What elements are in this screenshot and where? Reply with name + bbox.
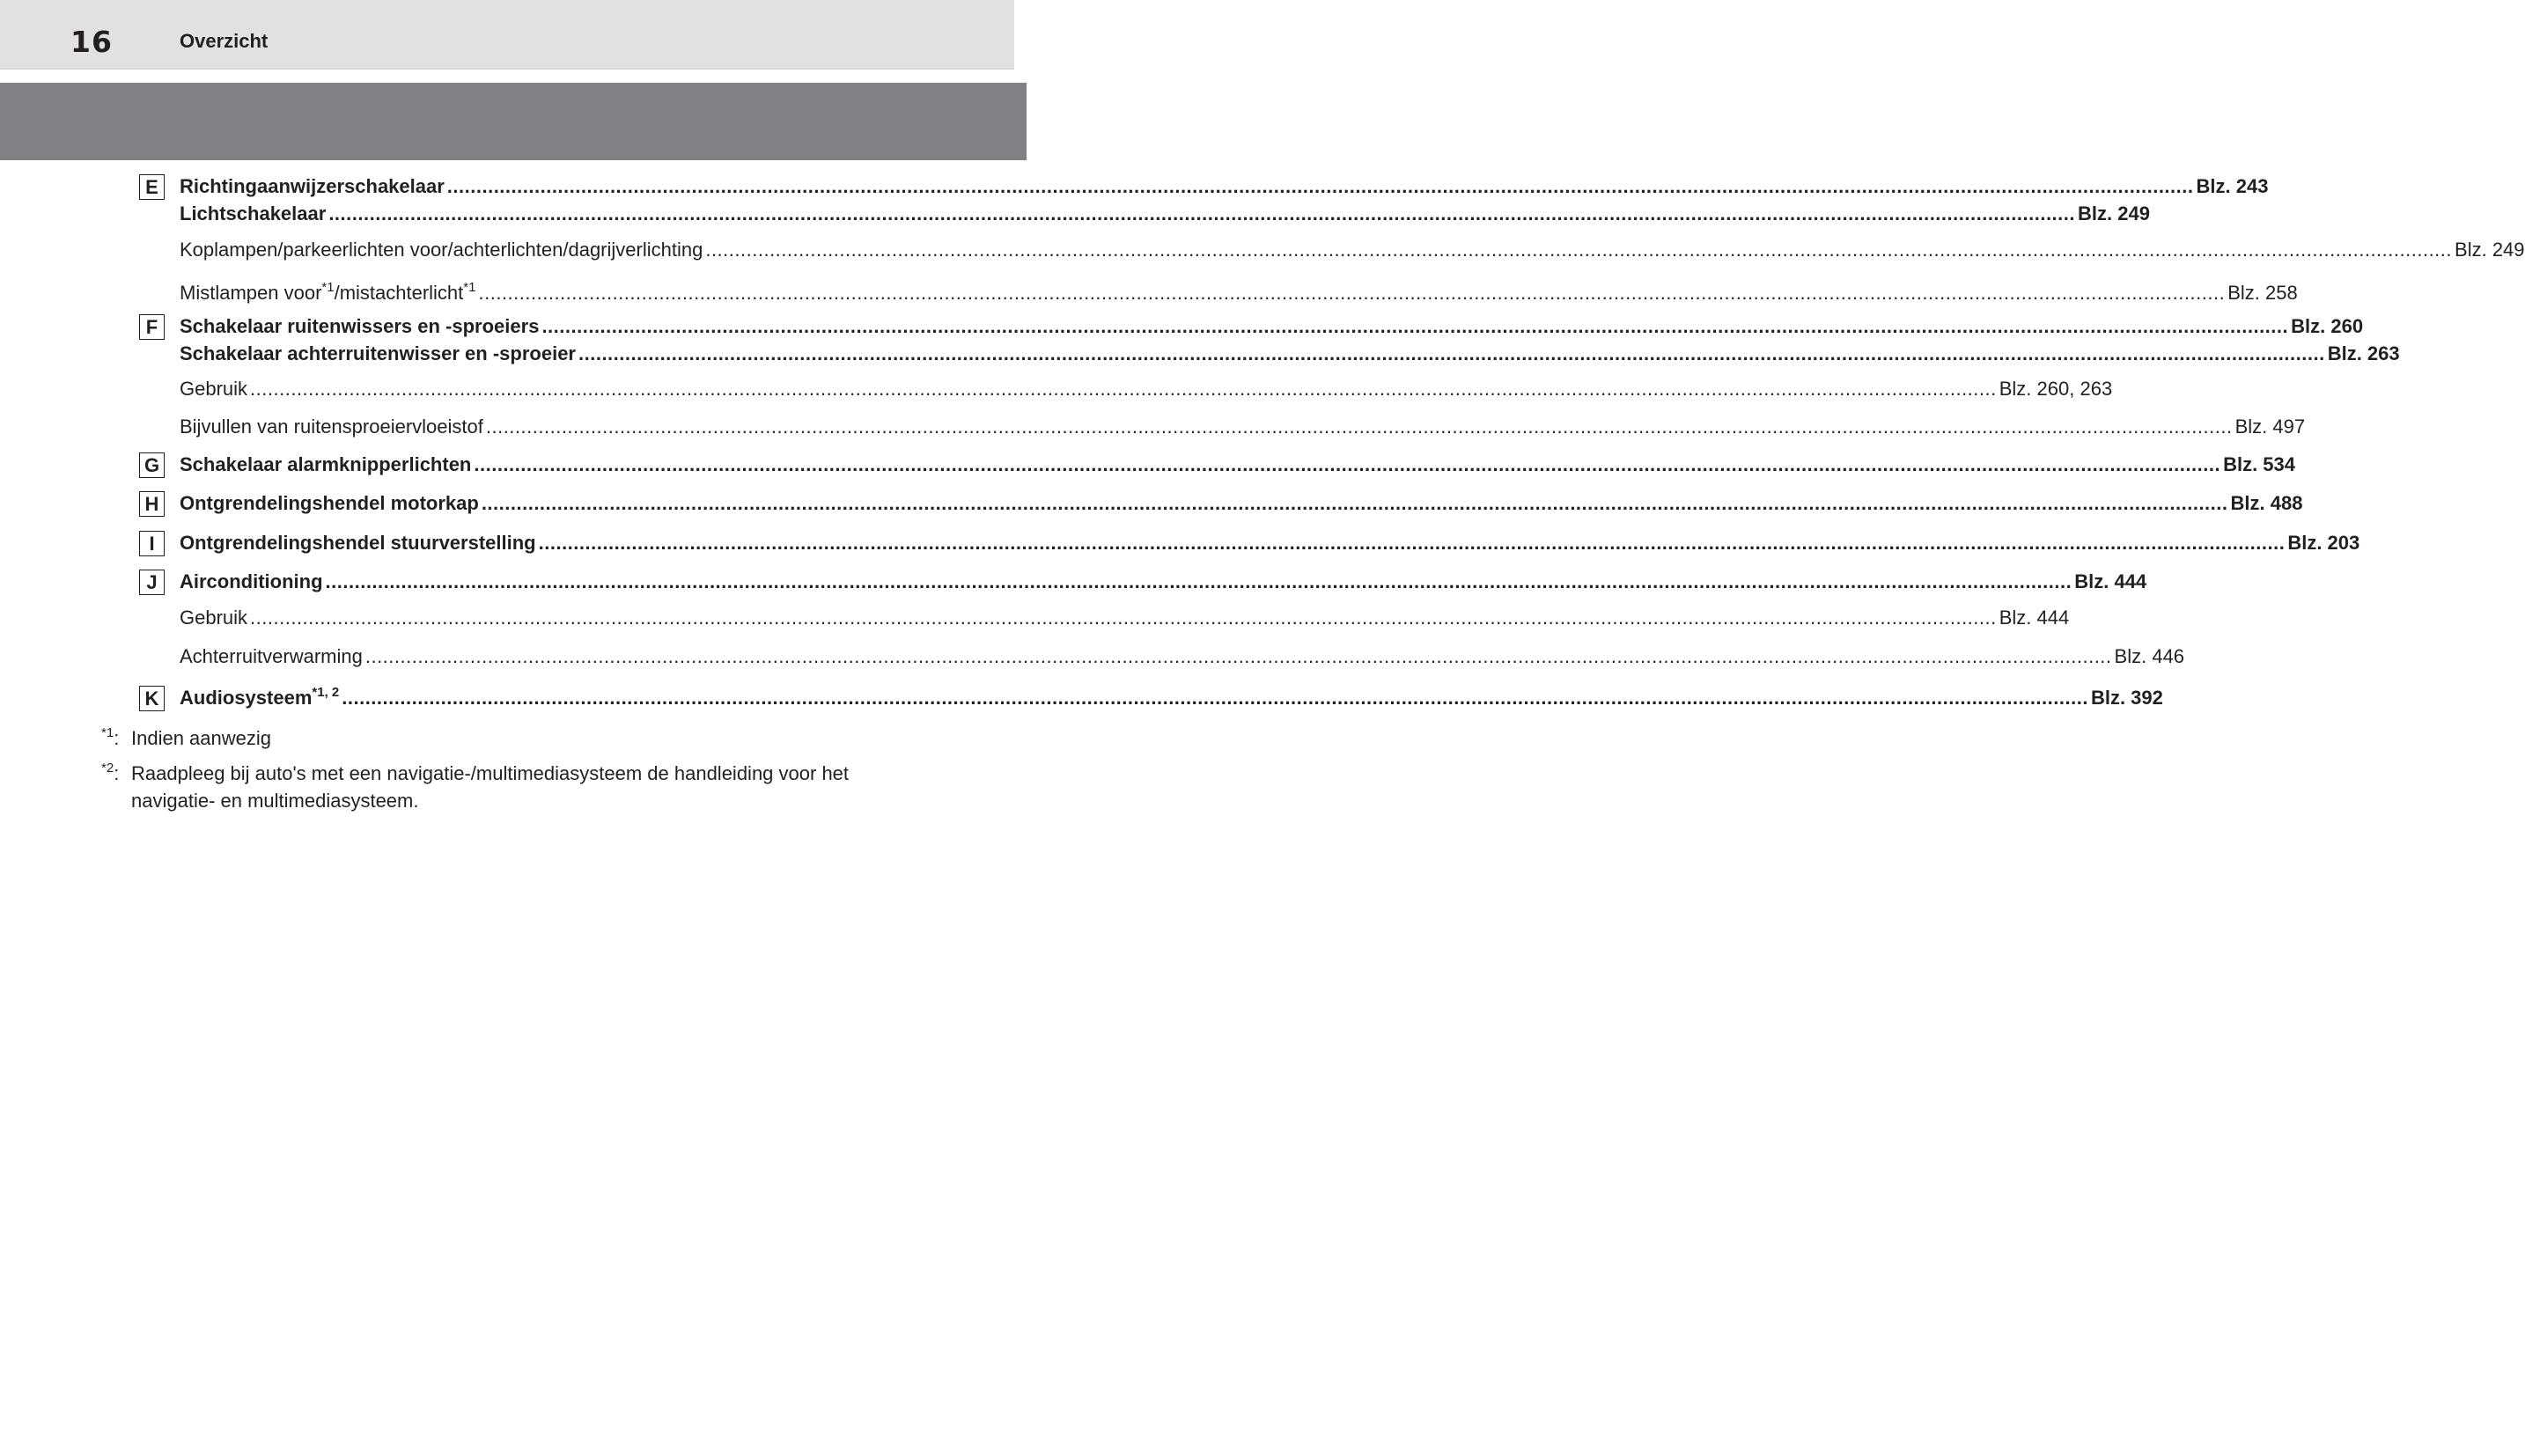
toc-entry [180,491,2303,516]
toc-entry [180,452,2296,477]
section-letter-g: G [139,452,165,478]
dot-leader: ............................................................................................................................................................................................................................................................................................................ [705,239,2453,261]
entry-page: Blz. 497 [2234,415,2306,438]
entry-label: Audiosysteem$^{*1, 2}$ [180,685,340,709]
page-header [0,0,1014,70]
entry-label: Gebruik [180,607,248,629]
dot-leader: ............................................................................................................................................................................................................................................................................................................ [250,607,1997,629]
entry-page: Blz. 249 [2078,202,2150,224]
entry-label: Koplampen/parkeerlichten voor/achterlichten/dagrijverlichting [180,239,703,261]
entry-page: Blz. 260 [2291,315,2364,337]
entry-label: Richtingaanwijzerschakelaar [180,175,445,197]
entry-label: Schakelaar achterruitenwisser en -sproeier [180,342,576,364]
entry-label: Schakelaar alarmknipperlichten [180,453,472,475]
entry-page: Blz. 444 [2074,570,2147,592]
entry-page: Blz. 258 [2227,282,2298,304]
section-band [0,83,1027,160]
dot-leader: ............................................................................................................................................................................................................................................................................................................ [446,175,2194,197]
section-letter-e: E [139,174,165,200]
toc-subentry [180,377,2113,401]
entry-page: Blz. 392 [2090,687,2163,709]
section-letter-j: J [139,570,165,595]
section-letter-h: H [139,491,165,517]
toc-subentry [180,606,2070,630]
entry-page: Blz. 260, 263 [1999,378,2113,400]
footnote-mark: $^{*1}$: [101,725,120,749]
dot-leader: ............................................................................................................................................................................................................................................................................................................ [541,315,2289,337]
footnote [101,760,920,814]
entry-label: Ontgrendelingshendel motorkap [180,492,479,514]
footnote-ref: *1 [463,280,476,295]
entry-label: Ontgrendelingshendel stuurverstelling [180,532,536,554]
footnote-text: Raadpleeg bij auto's met een navigatie-/multimediasysteem de handleiding voor het navigatie- en multimediasysteem. [131,762,850,812]
toc-entry [180,174,2269,199]
toc-subentry [180,644,2185,669]
entry-label: Lichtschakelaar [180,202,327,224]
entry-page: Blz. 243 [2196,175,2269,197]
section-letter-i: I [139,531,165,556]
entry-label: Bijvullen van ruitensproeiervloeistof [180,415,483,438]
entry-label: Mistlampen voor$^{*1}$/mistachterlicht$^{*1}$ [180,280,476,304]
toc-subentry [180,415,2306,439]
entry-page: Blz. 249 [2455,239,2525,261]
footnote-ref: *1 [321,280,335,295]
toc-entry [180,342,2400,366]
dot-leader: ............................................................................................................................................................................................................................................................................................................ [481,492,2228,514]
entry-page: Blz. 203 [2287,532,2360,554]
toc-entry [180,685,2163,710]
dot-leader: ............................................................................................................................................................................................................................................................................................................ [578,342,2325,364]
dot-leader: ............................................................................................................................................................................................................................................................................................................ [485,415,2233,438]
dot-leader: ............................................................................................................................................................................................................................................................................................................ [250,378,1997,400]
footnote [101,724,920,752]
entry-page: Blz. 534 [2223,453,2296,475]
dot-leader: ............................................................................................................................................................................................................................................................................................................ [342,687,2088,709]
dot-leader: ............................................................................................................................................................................................................................................................................................................ [325,570,2072,592]
section-letter-f: F [139,314,165,340]
dot-leader: ............................................................................................................................................................................................................................................................................................................ [474,453,2221,475]
footnote-text: Indien aanwezig [131,727,272,749]
section-letter-k: K [139,686,165,711]
dot-leader: ............................................................................................................................................................................................................................................................................................................ [328,202,2076,224]
entry-page: Blz. 446 [2114,645,2185,667]
entry-label: Schakelaar ruitenwissers en -sproeiers [180,315,540,337]
dot-leader: ............................................................................................................................................................................................................................................................................................................ [538,532,2286,554]
toc-entry [180,314,2364,339]
toc-entry [180,531,2360,555]
footnote-mark: $^{*2}$: [101,761,120,784]
entry-page: Blz. 488 [2230,492,2303,514]
dot-leader: ............................................................................................................................................................................................................................................................................................................ [364,645,2112,667]
entry-label: Gebruik [180,378,248,400]
dot-leader: ............................................................................................................................................................................................................................................................................................................ [478,282,2226,304]
toc-subentry [180,238,2525,262]
toc-subentry [180,280,2298,305]
entry-page: Blz. 444 [1999,607,2070,629]
entry-label: Achterruitverwarming [180,645,363,667]
toc-entry [180,202,2150,226]
toc-entry [180,570,2147,594]
section-title: Overzicht [180,30,269,52]
footnote-ref: *1, 2 [312,685,340,700]
page-number: 16 [70,25,113,59]
entry-label: Airconditioning [180,570,323,592]
entry-page: Blz. 263 [2327,342,2400,364]
